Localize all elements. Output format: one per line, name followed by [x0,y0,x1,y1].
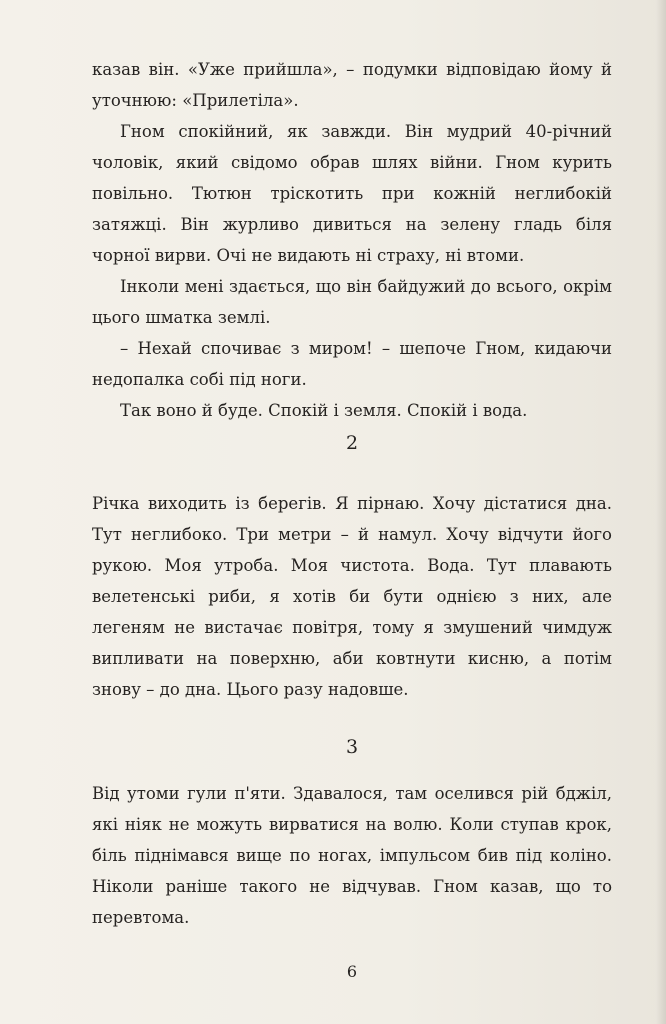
paragraph: Гном спокійний, як завжди. Він мудрий 40-річний чоловік, який свідомо обрав шлях війни. Гном курить повільно. Тютюн тріскотить при кожній неглибокій затяжці. Він журливо дивиться на зелену гладь біля чорної вирви. Очі не видають ні страху, ні втоми. [92,122,612,265]
paragraph: Від утоми гули п'яти. Здавалося, там оселився рій бджіл, які ніяк не можуть вирватися на волю. Коли ступав крок, біль піднімався вище по ногах, імпульсом бив під коліно. Ніколи раніше такого не відчував. Гном казав, що то перевтома. [92,784,612,927]
section-2-text [92,488,612,705]
section-number: 2 [345,432,359,454]
paragraph: казав він. «Уже прийшла», – подумки відповідаю йому й уточнюю: «Прилетіла». [92,60,612,110]
paragraph: Річка виходить із берегів. Я пірнаю. Хочу дістатися дна. Тут неглибоко. Три метри – й намул. Хочу відчути його рукою. Моя утроба. Моя чистота. Вода. Тут плавають велетенські риби, я хотів би бути однією з них, але легеням не вистачає повітря, тому я змушений чимдуж випливати на поверхню, аби ковтнути кисню, а потім знову – до дна. Цього разу надовше. [92,494,612,699]
section-3-text [92,778,612,933]
section-1-text [92,54,612,426]
page-spine-shadow [656,0,666,1024]
paragraph: – Нехай спочиває з миром! – шепоче Гном, кидаючи недопалка собі під ноги. [92,339,612,389]
paragraph: Так воно й буде. Спокій і земля. Спокій і вода. [120,401,528,420]
page-number: 6 [346,962,358,981]
paragraph: Інколи мені здається, що він байдужий до всього, окрім цього шматка землі. [92,277,612,327]
section-number: 3 [345,736,359,758]
